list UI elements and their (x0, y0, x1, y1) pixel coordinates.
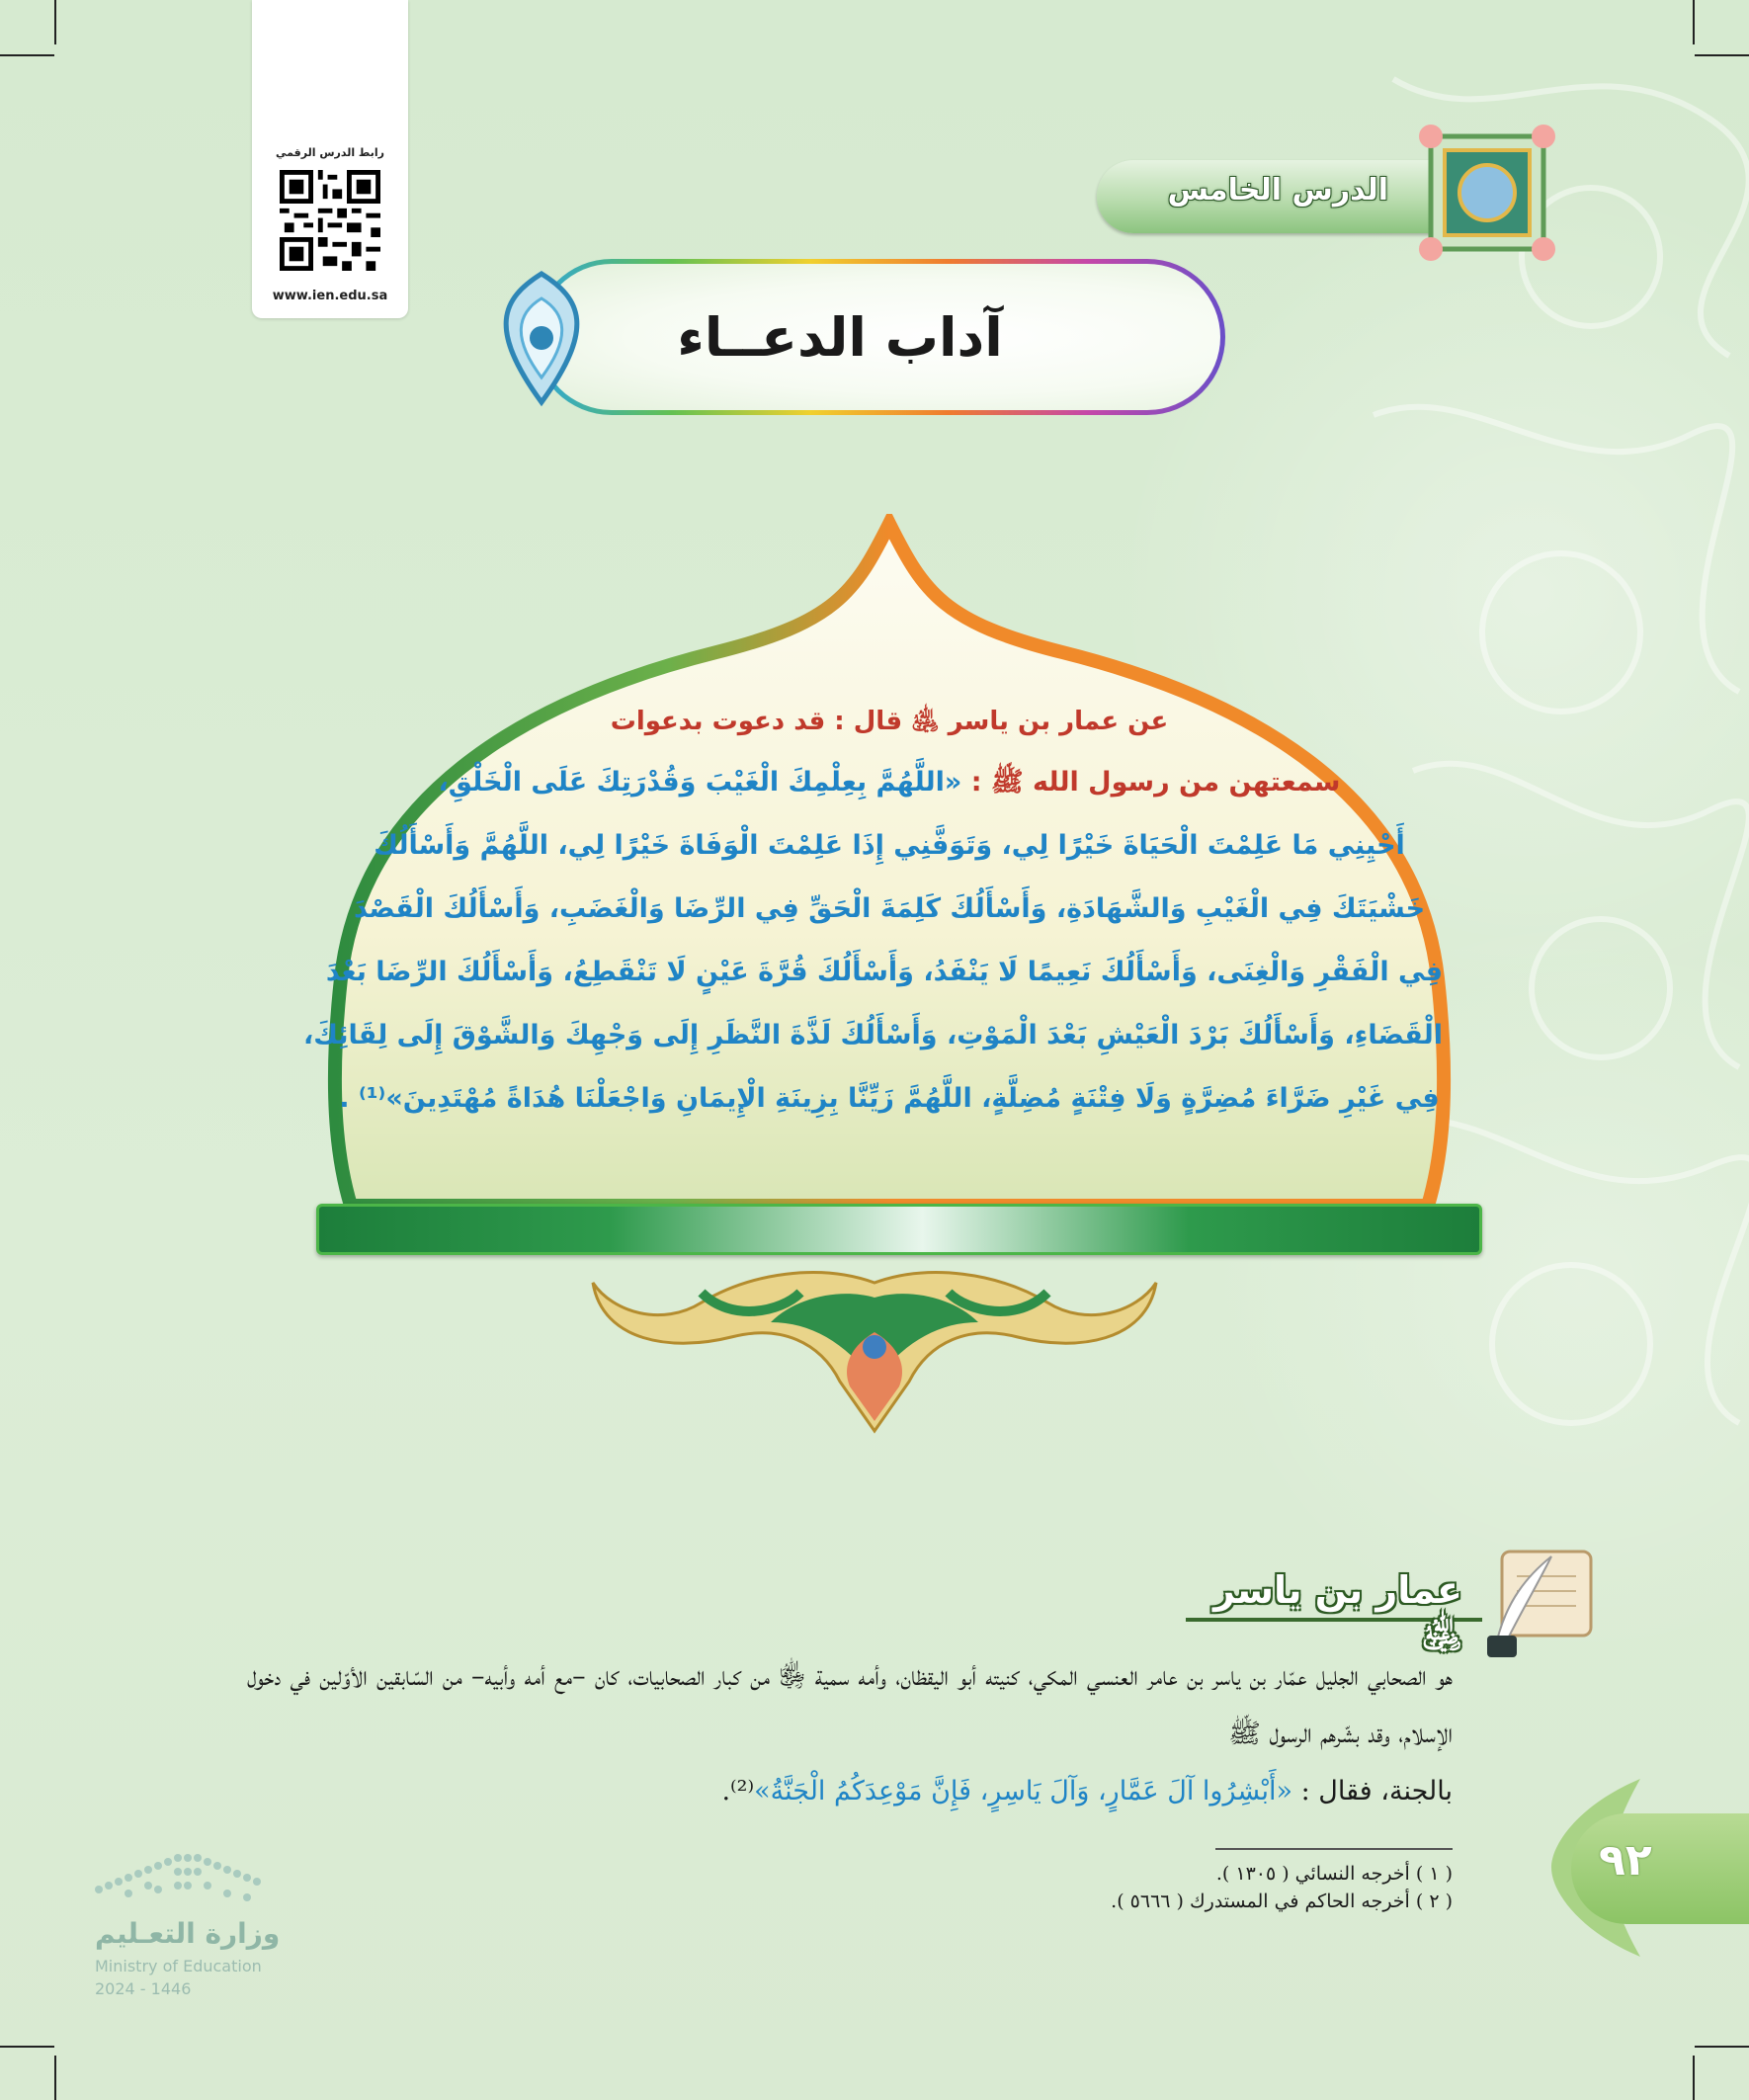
hadith-line: أَحْيِنِي مَا عَلِمْتَ الْحَيَاةَ خَيْرًا لِي، وَتَوَفَّنِي إِذَا عَلِمْتَ الْوَفَاةَ خَيْرًا لِي، اللَّهُمَّ وَأَسْأَلُكَ (374, 830, 1405, 861)
footnotes (988, 1860, 1453, 1915)
ministry-name-arabic: وزارة التعـليم (95, 1917, 281, 1950)
title-ornament-icon (482, 269, 601, 407)
qr-label: رابط الدرس الرقمي (276, 146, 384, 159)
hadith-quote-start: «اللَّهُمَّ بِعِلْمِكَ الْغَيْبَ وَقُدْرَتِكَ عَلَى الْخَلْقِ، (438, 767, 971, 798)
hadith-line: خَشْيَتَكَ فِي الْغَيْبِ وَالشَّهَادَةِ، وَأَسْأَلُكَ كَلِمَةَ الْحَقِّ فِي الرِّضَا وَالْغَضَبِ، وَأَسْأَلُكَ الْقَصْدَ (353, 893, 1426, 924)
footnote: ( ١ ) أخرجه النسائي ( ١٣٠٥ ). (1215, 1863, 1453, 1885)
bio-heading (1186, 1566, 1482, 1656)
hadith-intro-line: عن عمار بن ياسر ﵁ قال : قد دعوت بدعوات (610, 707, 1169, 736)
bio-line: كبار الصحابيات، كان –مع أمه وأبيه– من السّابقين الأوّلين في دخول الإسلام، وقد بشّرهم الرسول ﷺ (247, 1661, 1453, 1749)
hadith-text-block (302, 692, 1443, 1131)
hadith-line (336, 751, 1443, 814)
lesson-title-inner (539, 264, 1220, 410)
hadith-intro-narration: سمعتهن من رسول الله ﷺ : (970, 767, 1341, 798)
ministry-logo-icon (89, 1850, 267, 1909)
qr-code-icon[interactable] (280, 170, 380, 271)
bio-heading-title: عمار بن ياسر ﵁ (1212, 1568, 1462, 1656)
crop-mark (54, 2056, 56, 2100)
dome-base-bar (316, 1204, 1482, 1255)
qr-url[interactable]: www.ien.edu.sa (272, 289, 388, 303)
bio-hadith-quote: «أَبْشِرُوا آلَ عَمَّارٍ، وَآلَ يَاسِرٍ، فَإِنَّ مَوْعِدَكُمُ الْجَنَّةُ» (754, 1776, 1292, 1806)
lesson-ornament-tile-icon (1413, 119, 1561, 267)
lesson-title: آداب الدعــاء (677, 305, 1003, 369)
bio-line (247, 1763, 1453, 1820)
lesson-number-label: الدرس الخامس (1167, 173, 1388, 208)
quill-scroll-icon (1482, 1542, 1611, 1660)
crop-mark (0, 54, 54, 56)
hadith-line: فِي غَيْرِ ضَرَّاءَ مُضِرَّةٍ وَلَا فِتْنَةٍ مُضِلَّةٍ، اللَّهُمَّ زَيِّنَّا بِزِينَةِ الْإِيمَانِ وَاجْعَلْنَا هُدَاةً مُهْتَدِينَ»⁽¹⁾ . (339, 1083, 1440, 1114)
page-number-tab (1571, 1813, 1749, 1924)
footnote: ( ٢ ) أخرجه الحاكم في المستدرك ( ٥٦٦٦ ). (1111, 1890, 1453, 1912)
bio-paragraph (247, 1648, 1453, 1820)
hadith-line: الْقَضَاءِ، وَأَسْأَلُكَ بَرْدَ الْعَيْشِ بَعْدَ الْمَوْتِ، وَأَسْأَلُكَ لَذَّةَ النَّظَرِ إِلَى وَجْهِكَ وَالشَّوْقَ إِلَى لِقَائِكَ، (302, 1020, 1443, 1050)
lesson-title-banner (534, 259, 1225, 415)
floral-ornament-icon (583, 1253, 1166, 1441)
qr-code-panel[interactable] (252, 0, 408, 318)
page-number: ٩٢ (1599, 1835, 1652, 1886)
crop-mark (1693, 2056, 1695, 2100)
bio-line: هو الصحابي الجليل عمّار بن ياسر بن عامر العنسي المكي، كنيته أبو اليقظان، وأمه سمية ﵂ من (750, 1661, 1453, 1692)
hadith-line: فِي الْفَقْرِ وَالْغِنَى، وَأَسْأَلُكَ نَعِيمًا لَا يَنْفَدُ، وَأَسْأَلُكَ قُرَّةَ عَيْنٍ لَا تَنْقَطِعُ، وَأَسْأَلُكَ الرِّضَا بَعْدَ (325, 957, 1443, 987)
footnote-divider (1215, 1848, 1453, 1850)
bio-line-prefix: بالجنة، فقال : (1292, 1776, 1453, 1806)
ministry-year: 2024 - 1446 (95, 1979, 192, 1998)
crop-mark (1695, 2046, 1749, 2048)
crop-mark (54, 0, 56, 44)
ministry-name-english: Ministry of Education (95, 1957, 262, 1975)
crop-mark (0, 2046, 54, 2048)
bio-line-suffix: ⁽²⁾. (721, 1776, 755, 1806)
